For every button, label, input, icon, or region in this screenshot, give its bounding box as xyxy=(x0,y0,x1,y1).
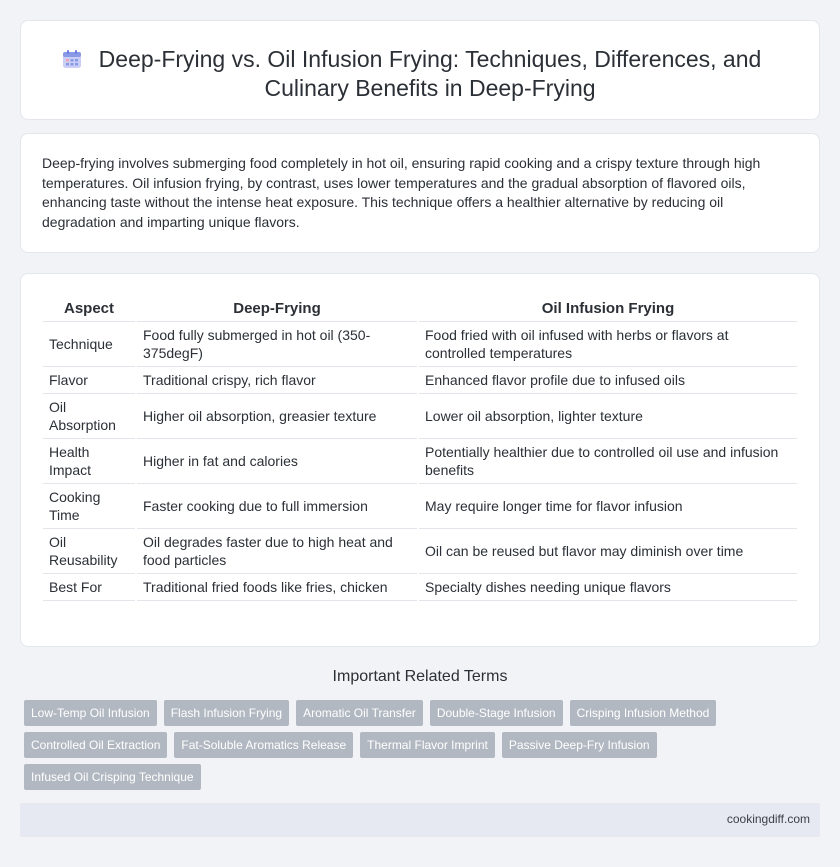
table-cell-aspect: Flavor xyxy=(43,367,135,394)
column-header-oil-infusion: Oil Infusion Frying xyxy=(419,296,797,322)
page-title: Deep-Frying vs. Oil Infusion Frying: Techniques, Differences, and Culinary Benefits in Deep-Frying xyxy=(98,46,762,101)
table-row xyxy=(43,322,797,367)
related-term-tag[interactable]: Flash Infusion Frying xyxy=(164,700,289,726)
related-terms-title: Important Related Terms xyxy=(332,668,508,685)
comparison-card xyxy=(20,273,820,647)
related-term-tag[interactable]: Crisping Infusion Method xyxy=(570,700,717,726)
related-term-tag[interactable]: Thermal Flavor Imprint xyxy=(360,732,495,758)
table-cell-oil-infusion: Potentially healthier due to controlled oil use and infusion benefits xyxy=(419,439,797,484)
footer-site-link[interactable]: cookingdiff.com xyxy=(726,812,810,826)
title-card xyxy=(20,20,820,120)
related-term-tag[interactable]: Low-Temp Oil Infusion xyxy=(24,700,157,726)
column-header-aspect: Aspect xyxy=(43,296,135,322)
table-cell-aspect: Best For xyxy=(43,574,135,601)
table-cell-oil-infusion: May require longer time for flavor infusion xyxy=(419,484,797,529)
table-cell-oil-infusion: Food fried with oil infused with herbs or flavors at controlled temperatures xyxy=(419,322,797,367)
table-cell-deep-frying: Traditional crispy, rich flavor xyxy=(137,367,417,394)
table-cell-deep-frying: Oil degrades faster due to high heat and food particles xyxy=(137,529,417,574)
table-row xyxy=(43,529,797,574)
table-cell-deep-frying: Faster cooking due to full immersion xyxy=(137,484,417,529)
related-term-tag[interactable]: Passive Deep-Fry Infusion xyxy=(502,732,657,758)
related-term-tag[interactable]: Aromatic Oil Transfer xyxy=(296,700,423,726)
table-cell-deep-frying: Traditional fried foods like fries, chicken xyxy=(137,574,417,601)
related-term-tag[interactable]: Infused Oil Crisping Technique xyxy=(24,764,201,790)
table-cell-oil-infusion: Specialty dishes needing unique flavors xyxy=(419,574,797,601)
table-cell-aspect: Oil Reusability xyxy=(43,529,135,574)
column-header-deep-frying: Deep-Frying xyxy=(137,296,417,322)
related-term-tag[interactable]: Double-Stage Infusion xyxy=(430,700,563,726)
table-cell-deep-frying: Higher in fat and calories xyxy=(137,439,417,484)
table-row xyxy=(43,439,797,484)
table-cell-oil-infusion: Oil can be reused but flavor may diminish over time xyxy=(419,529,797,574)
table-row xyxy=(43,484,797,529)
table-cell-deep-frying: Food fully submerged in hot oil (350-375degF) xyxy=(137,322,417,367)
table-row xyxy=(43,574,797,601)
table-cell-aspect: Health Impact xyxy=(43,439,135,484)
intro-paragraph: Deep-frying involves submerging food completely in hot oil, ensuring rapid cooking and a crispy texture through high temperatures. Oil infusion frying, by contrast, uses lower temperatures and the gradual absorption of flavored oils, enhancing taste without the intense heat exposure. This technique offers a healthier alternative by reducing oil degradation and imparting unique flavors. xyxy=(42,155,761,230)
related-term-tag[interactable]: Controlled Oil Extraction xyxy=(24,732,167,758)
intro-card xyxy=(20,133,820,253)
related-term-tag[interactable]: Fat-Soluble Aromatics Release xyxy=(174,732,353,758)
table-cell-aspect: Oil Absorption xyxy=(43,394,135,439)
table-row xyxy=(43,394,797,439)
footer xyxy=(20,803,820,837)
comparison-table xyxy=(41,296,799,601)
table-cell-oil-infusion: Lower oil absorption, lighter texture xyxy=(419,394,797,439)
related-terms-list xyxy=(24,700,784,790)
table-cell-oil-infusion: Enhanced flavor profile due to infused oils xyxy=(419,367,797,394)
table-header-row xyxy=(43,296,797,322)
table-row xyxy=(43,367,797,394)
table-cell-aspect: Cooking Time xyxy=(43,484,135,529)
table-cell-aspect: Technique xyxy=(43,322,135,367)
table-cell-deep-frying: Higher oil absorption, greasier texture xyxy=(137,394,417,439)
